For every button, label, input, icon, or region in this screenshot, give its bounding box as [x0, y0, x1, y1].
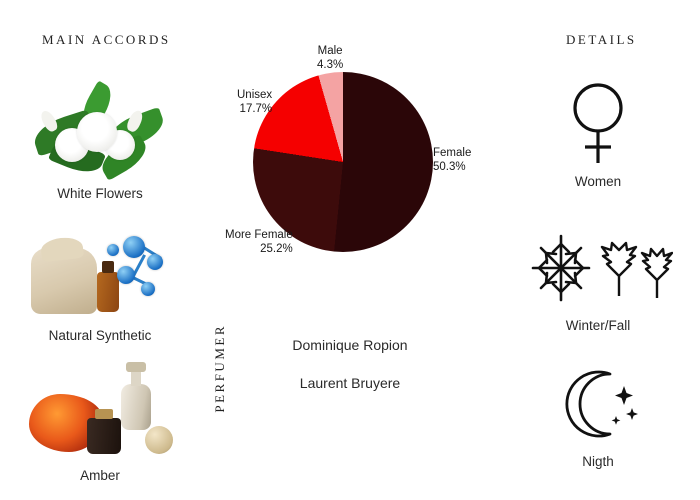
pie-label-female	[433, 146, 471, 174]
pie-label-female-value: 50.3%	[433, 161, 466, 173]
pie-label-unisex-name: Unisex	[237, 89, 273, 101]
gender-distribution-pie-chart	[253, 72, 433, 252]
pie-slices	[253, 72, 433, 252]
natural-synthetic-image	[25, 224, 175, 322]
perfumer-heading: PERFUMER	[212, 324, 227, 413]
pie-label-more-female-name: More Female	[225, 229, 293, 241]
accord-item	[0, 82, 200, 201]
detail-label: Winter/Fall	[565, 318, 631, 333]
snowflake-leaves-icon	[508, 222, 688, 314]
details-heading: DETAILS	[566, 32, 637, 47]
pie-label-male-value: 4.3%	[317, 59, 344, 71]
main-accords-heading: MAIN ACCORDS	[42, 32, 171, 47]
pie-label-unisex	[237, 88, 272, 116]
detail-label: Nigth	[582, 454, 614, 469]
venus-symbol-icon	[508, 78, 688, 170]
moon-stars-icon	[508, 358, 688, 450]
white-flowers-image	[25, 82, 175, 180]
detail-label: Women	[574, 174, 622, 189]
accord-label: Amber	[80, 468, 120, 483]
accord-item	[0, 224, 200, 343]
detail-item	[508, 222, 688, 333]
pie-label-unisex-value: 17.7%	[239, 103, 273, 115]
pie-label-more-female-value: 25.2%	[260, 243, 293, 255]
pie-label-male-name: Male	[317, 45, 343, 57]
amber-image	[25, 364, 175, 462]
accord-label: White Flowers	[57, 186, 143, 201]
perfumer-name: Dominique Ropion	[292, 337, 408, 353]
detail-item	[508, 78, 688, 189]
perfumer-name: Laurent Bruyere	[299, 375, 401, 391]
accord-label: Natural Synthetic	[48, 328, 152, 343]
pie-label-male	[317, 44, 343, 72]
detail-item	[508, 358, 688, 469]
accord-item	[0, 364, 200, 483]
pie-label-female-name: Female	[433, 147, 472, 159]
pie-label-more-female	[225, 228, 293, 256]
